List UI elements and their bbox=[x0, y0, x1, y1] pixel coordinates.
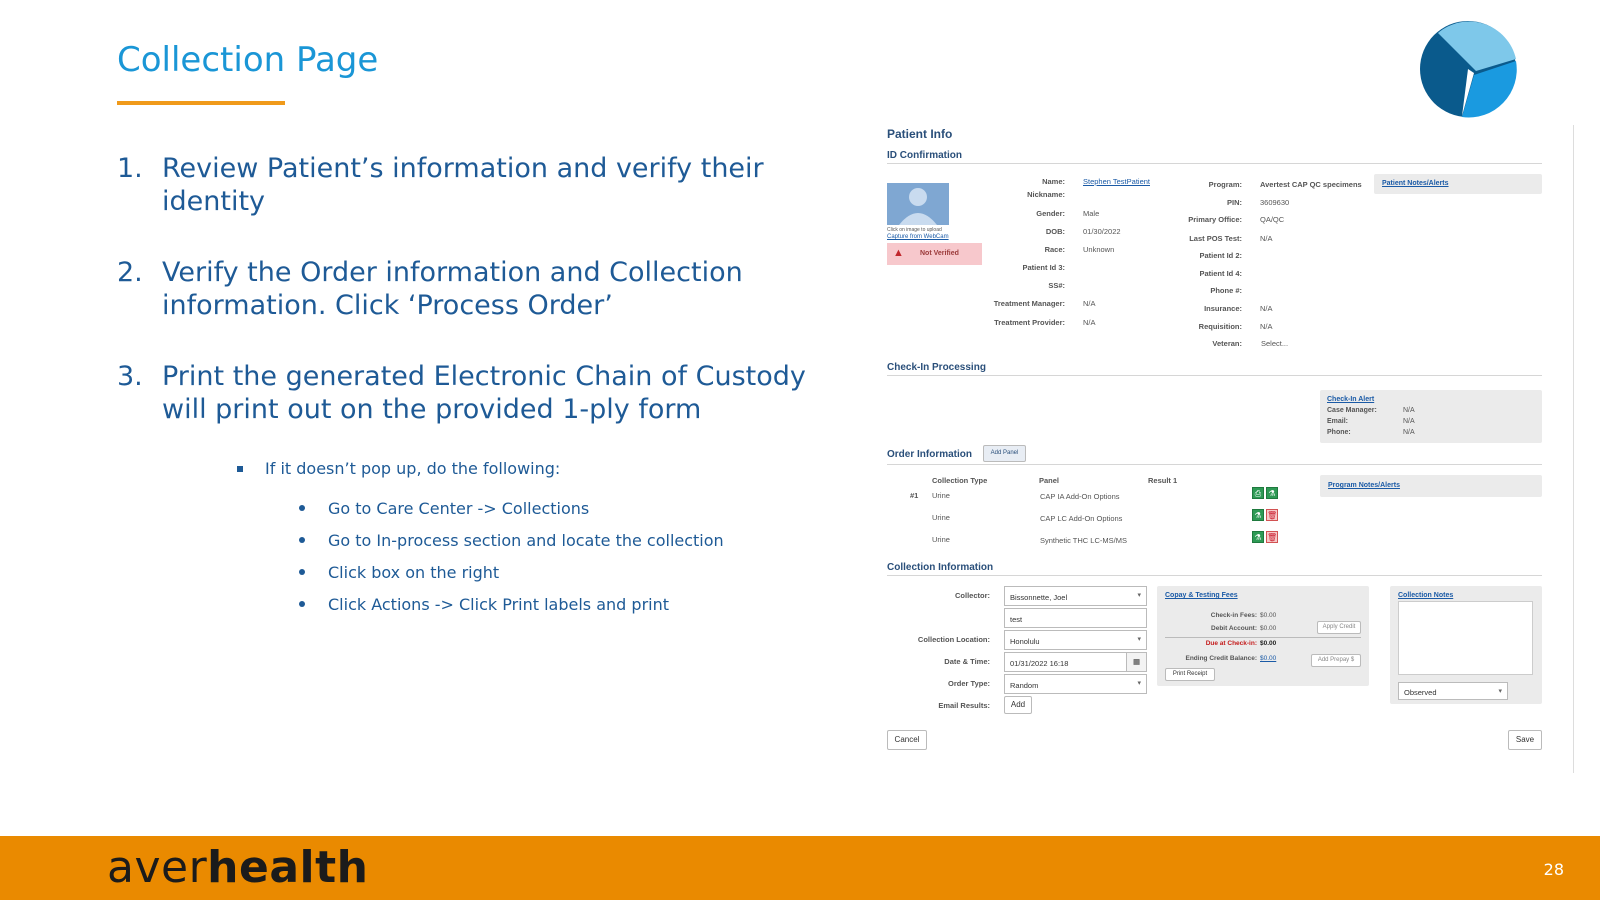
primary-office-label: Primary Office: bbox=[1188, 215, 1242, 224]
patient-photo[interactable] bbox=[887, 183, 949, 225]
bullet-dot-icon bbox=[299, 601, 305, 607]
sub-instructions bbox=[237, 459, 797, 620]
collection-info-title: Collection Information bbox=[887, 562, 994, 573]
fees-divider bbox=[1165, 637, 1361, 638]
ssn-label: SS#: bbox=[1048, 281, 1065, 290]
sub-bullet bbox=[299, 524, 797, 556]
square-bullet-icon bbox=[237, 466, 243, 472]
user-silhouette-icon bbox=[887, 183, 949, 225]
calendar-icon[interactable]: ▦ bbox=[1126, 653, 1146, 671]
step-number: 1. bbox=[117, 153, 143, 184]
fees-link[interactable]: Copay & Testing Fees bbox=[1165, 592, 1238, 599]
patient-id3-label: Patient Id 3: bbox=[1022, 263, 1065, 272]
section-divider bbox=[887, 575, 1542, 576]
section-divider bbox=[887, 375, 1542, 376]
footer-bar bbox=[0, 836, 1600, 900]
section-divider bbox=[887, 464, 1542, 465]
name-label: Name: bbox=[1042, 177, 1065, 186]
insurance-label: Insurance: bbox=[1204, 304, 1242, 313]
observed-select[interactable]: Observed ▾ bbox=[1398, 682, 1508, 700]
printer-icon[interactable]: ⎙ bbox=[1252, 487, 1264, 499]
treatment-provider-value: N/A bbox=[1083, 318, 1096, 327]
slide-title: Collection Page bbox=[117, 40, 379, 80]
alert-phone-label: Phone: bbox=[1327, 429, 1351, 436]
pin-label: PIN: bbox=[1227, 198, 1242, 207]
flask-icon[interactable]: ⚗ bbox=[1252, 531, 1264, 543]
datetime-label: Date & Time: bbox=[944, 657, 990, 666]
order-row-panel: CAP LC Add-On Options bbox=[1040, 514, 1123, 523]
order-row-type: Urine bbox=[932, 513, 950, 522]
order-row-panel: CAP IA Add-On Options bbox=[1040, 492, 1120, 501]
patient-notes-box bbox=[1374, 174, 1542, 194]
order-col-type: Collection Type bbox=[932, 476, 988, 485]
collector-note-input[interactable]: test bbox=[1004, 608, 1147, 628]
email-add-button[interactable]: Add bbox=[1004, 696, 1032, 714]
sub-bullet bbox=[299, 556, 797, 588]
order-type-select[interactable]: Random ▾ bbox=[1004, 674, 1147, 694]
patient-info-title: Patient Info bbox=[887, 127, 953, 141]
step-number: 3. bbox=[117, 361, 143, 392]
program-value: Avertest CAP QC specimens bbox=[1260, 180, 1362, 189]
brand-light-text: aver bbox=[107, 842, 208, 893]
program-label: Program: bbox=[1208, 180, 1242, 189]
step-item bbox=[117, 152, 817, 218]
sub-heading bbox=[237, 459, 797, 478]
fees-box bbox=[1157, 586, 1369, 686]
order-row-number: #1 bbox=[910, 491, 919, 500]
bullet-dot-icon bbox=[299, 537, 305, 543]
step-item bbox=[117, 360, 817, 426]
program-notes-box bbox=[1320, 475, 1542, 497]
averhealth-logo-icon bbox=[1416, 19, 1520, 119]
insurance-value: N/A bbox=[1260, 304, 1273, 313]
warning-icon: ▲ bbox=[893, 247, 904, 259]
order-info-title: Order Information bbox=[887, 449, 973, 460]
treatment-provider-label: Treatment Provider: bbox=[994, 318, 1065, 327]
title-underline bbox=[117, 101, 285, 105]
race-label: Race: bbox=[1044, 245, 1065, 254]
bullet-dot-icon bbox=[299, 505, 305, 511]
race-value: Unknown bbox=[1083, 245, 1115, 254]
sub-bullet-text: Go to Care Center -> Collections bbox=[328, 498, 590, 518]
location-label: Collection Location: bbox=[917, 635, 990, 644]
datetime-input[interactable] bbox=[1004, 652, 1147, 672]
flask-icon[interactable]: ⚗ bbox=[1252, 509, 1264, 521]
collector-label: Collector: bbox=[954, 591, 990, 600]
checkin-alert-link[interactable]: Check-In Alert bbox=[1327, 396, 1375, 403]
checkin-alert-box bbox=[1320, 390, 1542, 443]
patient-notes-link[interactable]: Patient Notes/Alerts bbox=[1382, 180, 1449, 187]
print-receipt-button[interactable]: Print Receipt bbox=[1165, 668, 1215, 681]
requisition-label: Requisition: bbox=[1198, 322, 1242, 331]
last-pos-test-label: Last POS Test: bbox=[1189, 234, 1242, 243]
photo-caption: Click on image to upload bbox=[887, 227, 942, 233]
location-select[interactable]: Honolulu ▾ bbox=[1004, 630, 1147, 650]
add-prepay-button[interactable]: Add Prepay $ bbox=[1311, 654, 1361, 667]
treatment-manager-label: Treatment Manager: bbox=[993, 299, 1065, 308]
cancel-button[interactable]: Cancel bbox=[887, 730, 927, 750]
sub-heading-text: If it doesn’t pop up, do the following: bbox=[265, 459, 561, 478]
order-col-result: Result 1 bbox=[1148, 476, 1178, 485]
order-row-type: Urine bbox=[932, 535, 950, 544]
order-row-type: Urine bbox=[932, 491, 950, 500]
last-pos-test-value: N/A bbox=[1260, 234, 1273, 243]
dob-label: DOB: bbox=[1045, 227, 1065, 236]
brand-bold-text: health bbox=[207, 842, 369, 893]
not-verified-badge bbox=[887, 243, 982, 265]
sub-bullet-text: Click box on the right bbox=[328, 562, 500, 582]
debit-account-label: Debit Account: bbox=[1211, 625, 1257, 632]
apply-credit-button[interactable]: Apply Credit bbox=[1317, 621, 1361, 634]
sub-bullet bbox=[299, 492, 797, 524]
ending-balance-value[interactable]: $0.00 bbox=[1260, 655, 1277, 662]
datetime-value: 01/31/2022 16:18 bbox=[1010, 659, 1069, 668]
order-row-panel: Synthetic THC LC-MS/MS bbox=[1040, 536, 1127, 545]
collection-notes-link[interactable]: Collection Notes bbox=[1398, 592, 1454, 599]
gender-value: Male bbox=[1083, 209, 1100, 218]
patient-name-link[interactable]: Stephen TestPatient bbox=[1083, 177, 1150, 186]
order-col-panel: Panel bbox=[1039, 476, 1060, 485]
pin-value: 3609630 bbox=[1260, 198, 1290, 207]
sub-bullet-text: Go to In-process section and locate the collection bbox=[328, 530, 724, 550]
requisition-value: N/A bbox=[1260, 322, 1273, 331]
trash-icon[interactable]: 🗑 bbox=[1267, 511, 1278, 520]
due-label: Due at Check-in: bbox=[1205, 640, 1257, 647]
primary-office-value: QA/QC bbox=[1260, 215, 1285, 224]
treatment-manager-value: N/A bbox=[1083, 299, 1096, 308]
checkin-title: Check-In Processing bbox=[887, 362, 986, 373]
step-number: 2. bbox=[117, 257, 143, 288]
capture-webcam-link[interactable]: Capture from WebCam bbox=[887, 234, 949, 240]
collection-notes-textarea[interactable] bbox=[1398, 601, 1533, 675]
veteran-label: Veteran: bbox=[1212, 339, 1242, 348]
alert-phone-value: N/A bbox=[1403, 429, 1415, 436]
phone-label: Phone #: bbox=[1210, 286, 1242, 295]
due-value: $0.00 bbox=[1260, 640, 1277, 647]
not-verified-text: Not Verified bbox=[920, 250, 959, 257]
program-notes-link[interactable]: Program Notes/Alerts bbox=[1328, 482, 1400, 489]
case-manager-label: Case Manager: bbox=[1327, 407, 1377, 414]
steps-list bbox=[117, 152, 817, 464]
checkin-fees-value: $0.00 bbox=[1260, 612, 1277, 619]
gender-label: Gender: bbox=[1036, 209, 1065, 218]
sub-bullet-text: Click Actions -> Click Print labels and print bbox=[328, 594, 670, 614]
collection-notes-box bbox=[1390, 586, 1542, 704]
alert-email-label: Email: bbox=[1327, 418, 1349, 425]
order-type-label: Order Type: bbox=[948, 679, 990, 688]
dob-value: 01/30/2022 bbox=[1083, 227, 1121, 236]
save-button[interactable]: Save bbox=[1508, 730, 1542, 750]
alert-email-value: N/A bbox=[1403, 418, 1415, 425]
patient-id4-label: Patient Id 4: bbox=[1199, 269, 1242, 278]
step-text: Review Patient’s information and verify their identity bbox=[162, 153, 764, 217]
flask-icon[interactable]: ⚗ bbox=[1266, 487, 1278, 499]
add-panel-button[interactable]: Add Panel bbox=[983, 445, 1026, 462]
trash-icon[interactable]: 🗑 bbox=[1267, 533, 1278, 542]
checkin-fees-label: Check-in Fees: bbox=[1210, 612, 1257, 619]
nickname-label: Nickname: bbox=[1027, 190, 1065, 199]
brand-logo bbox=[107, 842, 368, 893]
bullet-dot-icon bbox=[299, 569, 305, 575]
sub-bullet bbox=[299, 588, 797, 620]
step-text: Print the generated Electronic Chain of Custody will print out on the provided 1-ply form bbox=[162, 361, 806, 425]
step-item bbox=[117, 256, 817, 322]
patient-id2-label: Patient Id 2: bbox=[1199, 251, 1242, 260]
collection-page-screenshot bbox=[880, 125, 1574, 773]
step-text: Verify the Order information and Collection information. Click ‘Process Order’ bbox=[162, 257, 743, 321]
id-confirmation-title: ID Confirmation bbox=[887, 150, 962, 161]
email-results-label: Email Results: bbox=[938, 701, 990, 710]
case-manager-value: N/A bbox=[1403, 407, 1415, 414]
collector-select[interactable]: Bissonnette, Joel ▾ bbox=[1004, 586, 1147, 606]
veteran-select[interactable]: Select... bbox=[1261, 339, 1289, 348]
debit-account-value: $0.00 bbox=[1260, 625, 1277, 632]
page-number: 28 bbox=[1543, 860, 1564, 879]
ending-balance-label: Ending Credit Balance: bbox=[1185, 655, 1257, 662]
section-divider bbox=[887, 163, 1542, 164]
